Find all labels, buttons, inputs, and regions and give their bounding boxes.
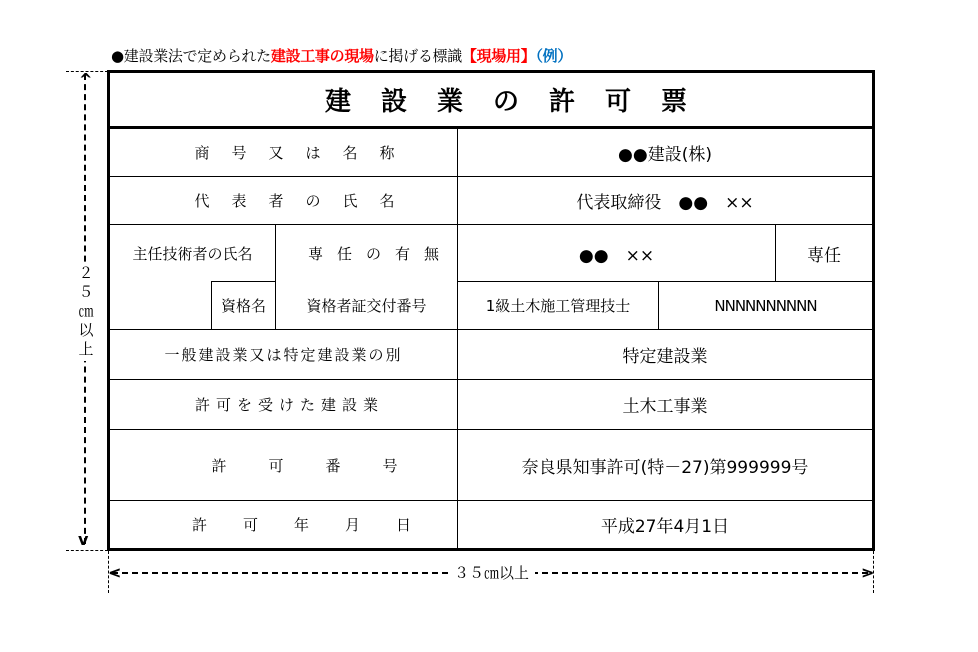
label-certificate-number: 資格者証交付番号 [306, 297, 427, 315]
bullet-icon: ● [111, 47, 124, 65]
dimension-extension-bottom [66, 550, 108, 551]
arrow-right-icon: > [861, 563, 875, 582]
value-qualification: 1級土木施工管理技士 [485, 297, 631, 315]
arrow-left-icon: < [108, 563, 122, 582]
caption-text: 建設業法で定められた [123, 47, 271, 65]
value-representative: 代表取締役 ●● ×× [576, 193, 754, 213]
sign-caption [111, 46, 572, 66]
arrow-down-icon: v [78, 530, 89, 549]
value-trade-name: ●●建設(株) [618, 145, 712, 165]
arrow-up-icon: ^ [79, 70, 93, 89]
value-licensed-business: 土木工事業 [622, 397, 708, 417]
label-qualification: 資格名 [220, 297, 266, 315]
value-permit-number: 奈良県知事許可(特－27)第999999号 [521, 457, 809, 478]
caption-example: （例） [535, 47, 573, 65]
value-permit-date: 平成27年4月1日 [600, 517, 730, 537]
height-label-char: 以 [78, 321, 94, 339]
height-label-char: 上 [78, 340, 94, 358]
width-label: ３５㎝以上 [448, 563, 535, 583]
label-trade-name: 商号又は名称 [194, 144, 417, 162]
value-general-or-specific: 特定建設業 [622, 347, 708, 367]
label-full-time: 専任の有無 [307, 244, 453, 263]
height-label [76, 262, 96, 361]
caption-highlight: 建設工事の現場 [270, 47, 374, 65]
label-licensed-business: 許可を受けた建設業 [194, 396, 384, 414]
value-certificate-number: NNNNNNNNNN [714, 296, 817, 315]
height-label-char: ５ [78, 283, 94, 301]
label-representative: 代表者の氏名 [194, 192, 417, 210]
label-chief-engineer: 主任技術者の氏名 [132, 244, 253, 263]
height-label-char: ２ [78, 264, 94, 282]
label-permit-number: 許可番号 [211, 456, 440, 475]
caption-site-use: 【現場用】 [461, 47, 536, 65]
height-label-char: ㎝ [78, 302, 94, 320]
value-full-time: 専任 [807, 245, 841, 266]
label-permit-date: 許可年月日 [191, 516, 447, 534]
caption-text-2: に掲げる標識 [373, 47, 462, 65]
permit-sign [107, 70, 875, 551]
label-general-or-specific: 一般建設業又は特定建設業の別 [164, 346, 403, 364]
sign-title: 建設業の許可票 [324, 87, 717, 117]
value-chief-engineer: ●● ×× [578, 245, 655, 266]
